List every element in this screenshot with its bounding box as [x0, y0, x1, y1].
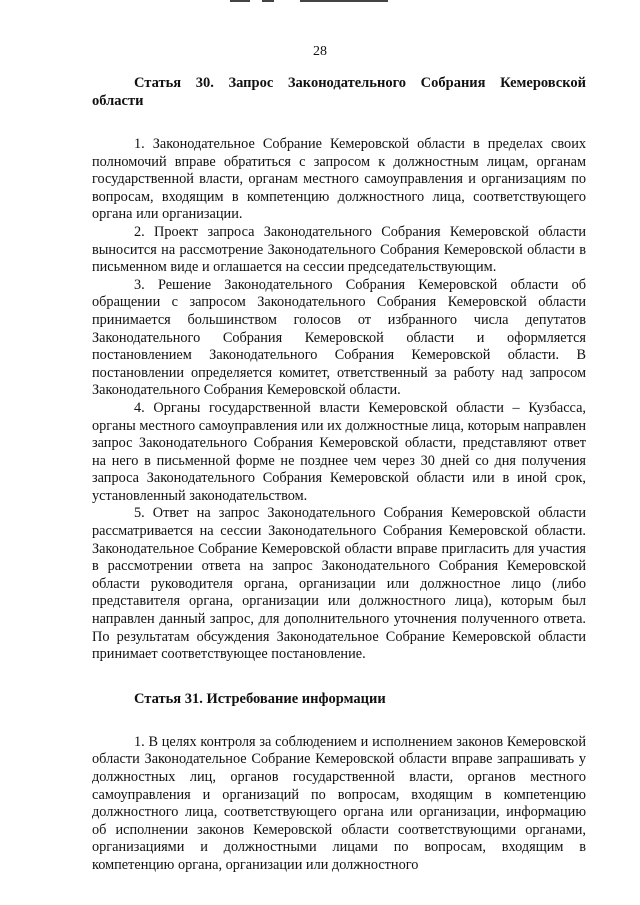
article-31-paragraph-1: 1. В целях контроля за соблюдением и исполнением законов Кемеровской области Законодательное Собрание Кемеровской области вправе запрашивать у должностных лиц, органов государственной власти, органов местного самоуправления и организаций по вопросам, входящим в компетенцию должностного лица, соответствующего органа или организации, информацию об исполнении законов Кемеровской области соответствующими органами, организациями и должностными лицами по вопросам, входящим в компетенцию органа, организации или должностного: [92, 733, 586, 873]
spacer: [92, 708, 586, 734]
top-edge-mark: [300, 0, 388, 2]
article-30-paragraph-2: 2. Проект запроса Законодательного Собрания Кемеровской области выносится на рассмотрение Законодательного Собрания Кемеровской области в письменном виде и оглашается на сессии председательствующим.: [92, 223, 586, 276]
article-30-paragraph-5: 5. Ответ на запрос Законодательного Собрания Кемеровской области рассматривается на сессии Законодательного Собрания Кемеровской области. Законодательное Собрание Кемеровской области вправе пригласить для участия в рассмотрении ответа на запрос Законодательного Собрания Кемеровской области руководителя органа, организации или должностное лицо (либо представителя органа, организации или должностного лица), которым был направлен данный запрос, для дополнительного уточнения полученного ответа. По результатам обсуждения Законодательное Собрание Кемеровской области принимает соответствующее постановление.: [92, 505, 586, 663]
article-30-paragraph-1: 1. Законодательное Собрание Кемеровской области в пределах своих полномочий вправе обратиться с запросом к должностным лицам, органам государственной власти, органам местного самоуправления и организациям по вопросам, входящим в компетенцию должностного лица, соответствующего органа или организации.: [92, 136, 586, 223]
article-30-heading: Статья 30. Запрос Законодательного Собрания Кемеровской области: [92, 75, 586, 109]
article-31-heading: Статья 31. Истребование информации: [134, 690, 386, 707]
page-number: 28: [313, 44, 327, 59]
top-edge-mark: [230, 0, 250, 2]
top-edge-mark: [262, 0, 274, 2]
document-body: [92, 74, 586, 875]
spacer: [92, 110, 586, 136]
article-30-paragraph-3: 3. Решение Законодательного Собрания Кемеровской области об обращении с запросом Законодательного Собрания Кемеровской области принимается большинством голосов от избранного числа депутатов Законодательного Собрания Кемеровской области и оформляется постановлением Законодательного Собрания Кемеровской области. В постановлении определяется комитет, ответственный за работу над запросом Законодательного Собрания Кемеровской области.: [92, 276, 586, 399]
article-30-paragraph-4: 4. Органы государственной власти Кемеровской области – Кузбасса, органы местного самоуправления или их должностные лица, которым направлен запрос Законодательного Собрания Кемеровской области, представляют ответ на него в письменной форме не позднее чем через 30 дней со дня получения запроса Законодательного Собрания Кемеровской области или в иной срок, установленный законодательством.: [92, 399, 586, 504]
